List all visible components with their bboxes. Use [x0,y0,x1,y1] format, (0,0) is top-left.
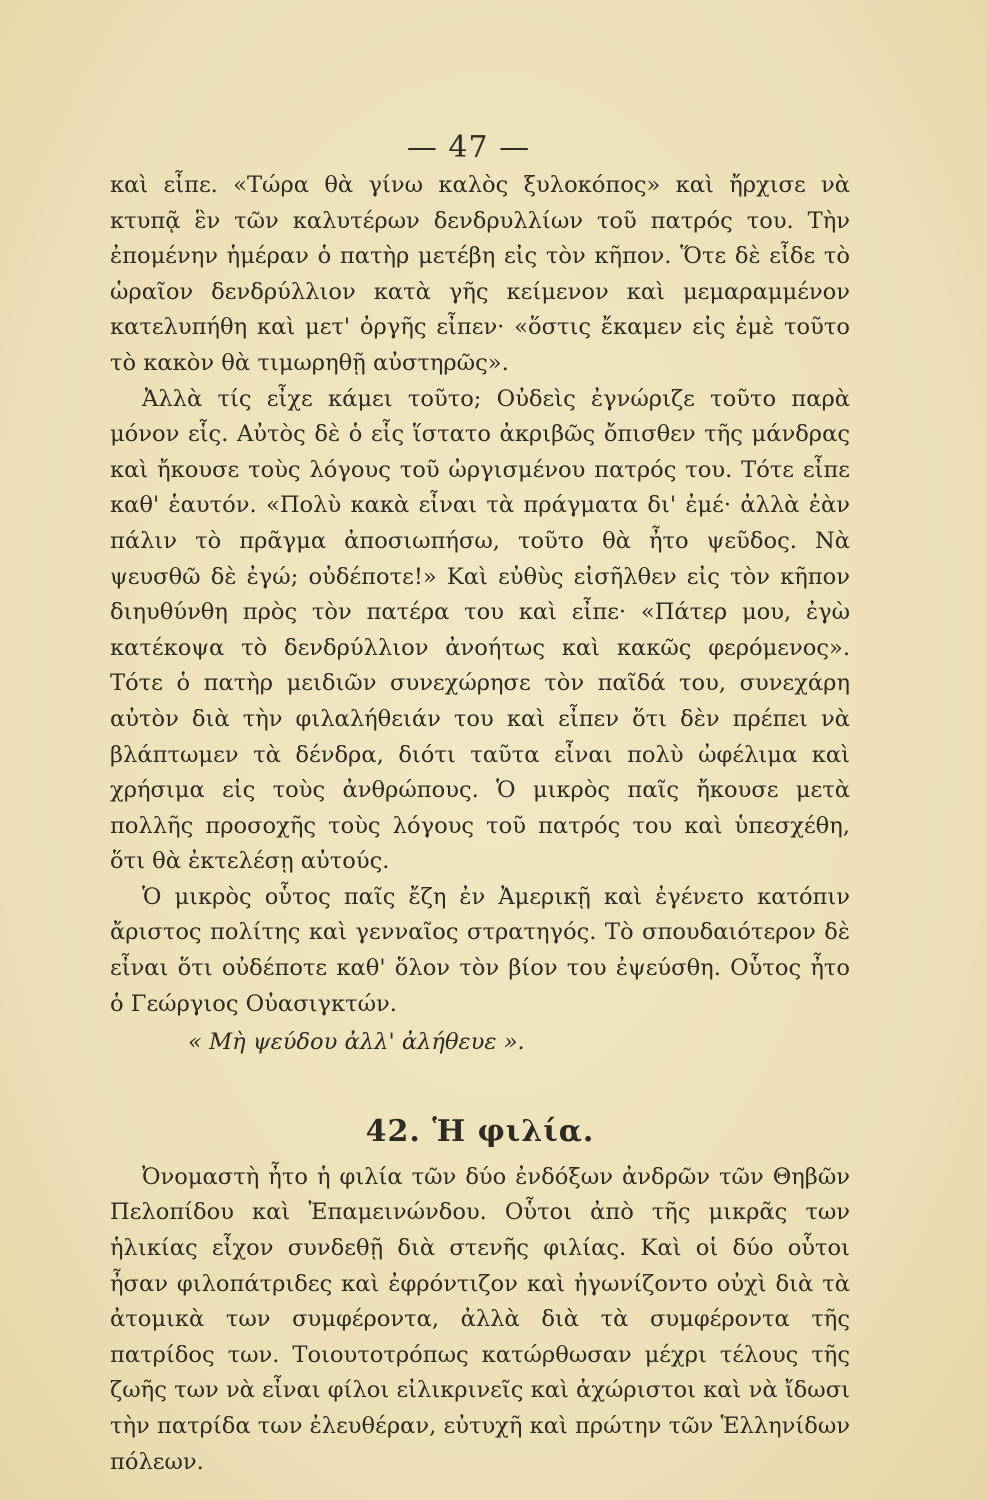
page-body [110,168,850,1480]
section-heading: 42. Ἡ φιλία. [365,1114,595,1150]
paragraph: Ἀλλὰ τίς εἶχε κάμει τοῦτο; Οὐδεὶς ἐγνώριζε τοῦτο παρὰ μόνον εἷς. Αὐτὸς δὲ ὁ εἷς ἵστατο ἀκριβῶς ὄπισθεν τῆς μάνδρας καὶ ἤκουσε τοὺς λόγους τοῦ ὠργισμένου πατρός του. Τότε εἶπε καθ' ἑαυτόν. «Πολὺ κακὰ εἶναι τὰ πράγματα δι' ἐμέ· ἀλλὰ ἐὰν πάλιν τὸ πρᾶγμα ἀποσιωπήσω, τοῦτο θὰ ἦτο ψεῦδος. Νὰ ψευσθῶ δὲ ἐγώ; οὐδέποτε!» Καὶ εὐθὺς εἰσῆλθεν εἰς τὸν κῆπον διηυθύνθη πρὸς τὸν πατέρα του καὶ εἶπε· «Πάτερ μου, ἐγὼ κατέκοψα τὸ δενδρύλλιον ἀνοήτως καὶ κακῶς φερόμενος». Τότε ὁ πατὴρ μειδιῶν συνεχώρησε τὸν παῖδά του, συνεχάρη αὐτὸν διὰ τὴν φιλαλήθειάν του καὶ εἶπεν ὅτι δὲν πρέπει νὰ βλάπτωμεν τὰ δένδρα, διότι ταῦτα εἶναι πολὺ ὠφέλιμα καὶ χρήσιμα εἰς τοὺς ἀνθρώπους. Ὁ μικρὸς παῖς ἤκουσε μετὰ πολλῆς προσοχῆς τοὺς λόγους τοῦ πατρός του καὶ ὑπεσχέθη, ὅτι θὰ ἐκτελέσῃ αὐτούς. [110,385,850,875]
paragraph: Ὁ μικρὸς οὗτος παῖς ἔζη ἐν Ἀμερικῇ καὶ ἐγένετο κατόπιν ἄριστος πολίτης καὶ γενναῖος στρατηγός. Τὸ σπουδαιότερον δὲ εἶναι ὅτι οὐδέποτε καθ' ὅλον τὸν βίον του ἐψεύσθη. Οὗτος ἦτο ὁ Γεώργιος Οὐασιγκτών. [110,883,850,1017]
paragraph: Ὀνομαστὴ ἦτο ἡ φιλία τῶν δύο ἐνδόξων ἀνδρῶν τῶν Θηβῶν Πελοπίδου καὶ Ἐπαμεινώνδου. Οὗτοι ἀπὸ τῆς μικρᾶς των ἡλικίας εἶχον συνδεθῇ διὰ στενῆς φιλίας. Καὶ οἱ δύο οὗτοι ἦσαν φιλοπάτριδες καὶ ἐφρόντιζον καὶ ἠγωνίζοντο οὐχὶ διὰ τὰ ἀτομικὰ των συμφέροντα, ἀλλὰ διὰ τὰ συμφέροντα τῆς πατρίδος των. Τοιουτοτρόπως κατώρθωσαν μέχρι τέλους τῆς ζωῆς των νὰ εἶναι φίλοι εἰλικρινεῖς καὶ ἀχώριστοι καὶ νὰ ἴδωσι τὴν πατρίδα των ἐλευθέραν, εὐτυχῆ καὶ πρώτην τῶν Ἑλληνίδων πόλεων. [110,1163,850,1475]
paragraph-continuation: καὶ εἶπε. «Τώρα θὰ γίνω καλὸς ξυλοκόπος» καὶ ἤρχισε νὰ κτυπᾷ ἓν τῶν καλυτέρων δενδρυλλίων τοῦ πατρός του. Τὴν ἐπομένην ἡμέραν ὁ πατὴρ μετέβη εἰς τὸν κῆπον. Ὅτε δὲ εἶδε τὸ ὡραῖον δενδρύλλιον κατὰ γῆς κείμενον καὶ μεμαραμμένον κατελυπήθη καὶ μετ' ὀργῆς εἶπεν· «ὅστις ἔκαμεν εἰς ἐμὲ τοῦτο τὸ κακὸν θὰ τιμωρηθῇ αὐστηρῶς». [110,172,850,376]
page-number: — 47 — [406,130,531,165]
moral-quote: « Μὴ ψεύδου ἀλλ' ἀλήθευε ». [188,1029,525,1056]
